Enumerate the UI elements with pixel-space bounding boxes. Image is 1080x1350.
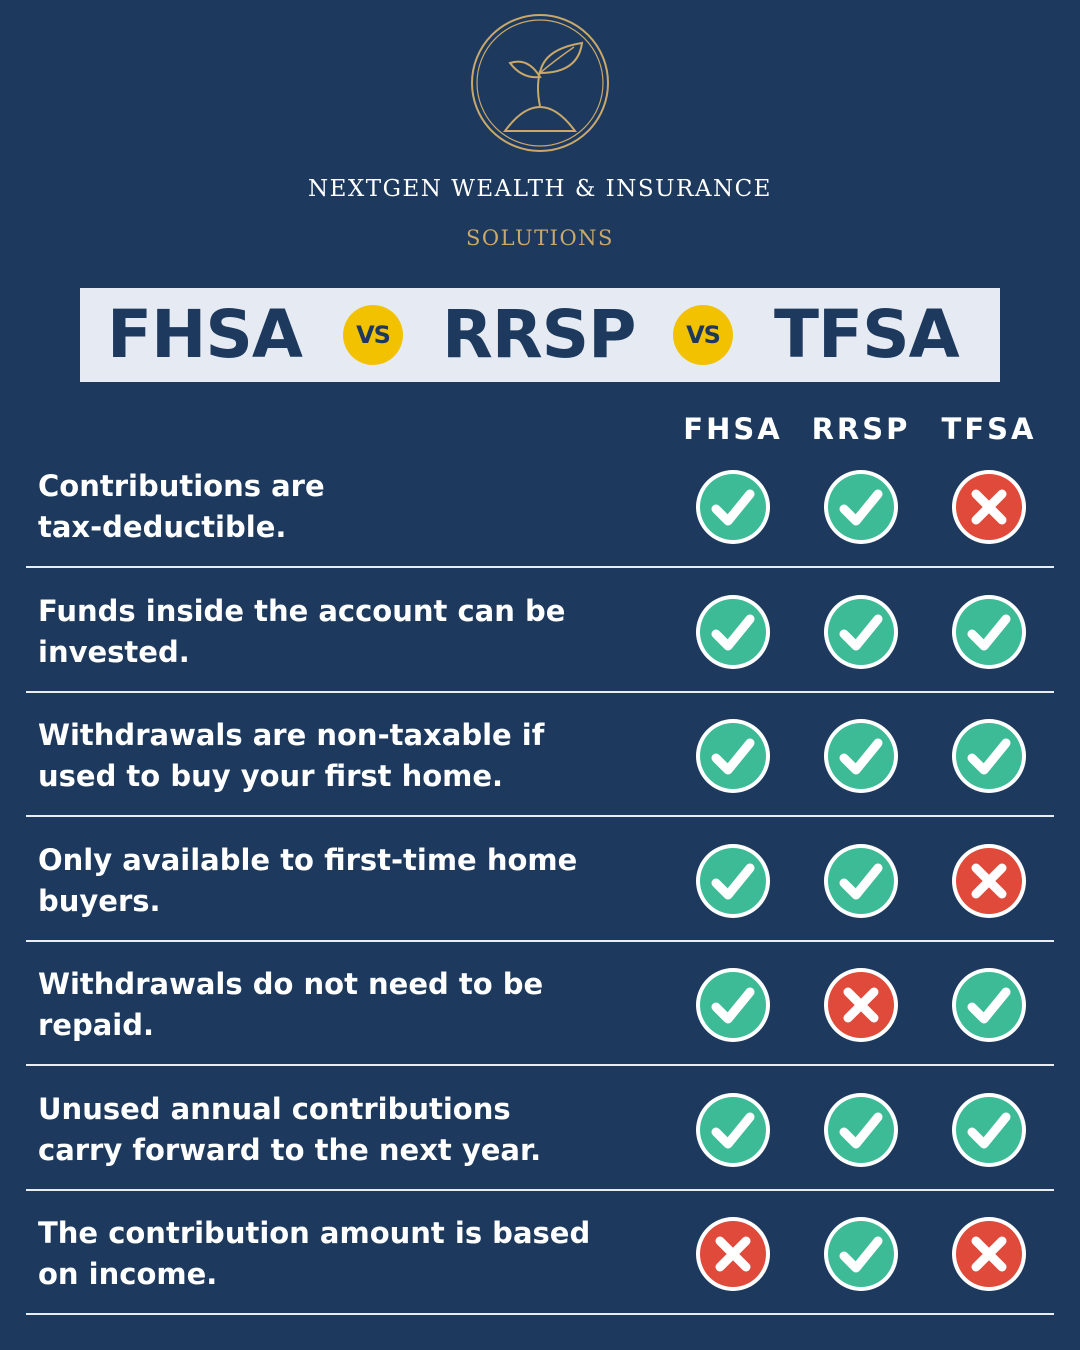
row-label-line: Unused annual contributions — [38, 1091, 511, 1126]
row-label-line: on income. — [38, 1257, 218, 1291]
row-divider — [26, 1064, 1054, 1066]
table-row — [0, 694, 1080, 818]
sprout-logo-icon — [470, 13, 610, 153]
cross-icon — [694, 1215, 772, 1293]
check-icon — [822, 1091, 900, 1169]
row-divider — [26, 1313, 1054, 1315]
row-label-line: invested. — [38, 634, 190, 669]
check-icon — [822, 842, 900, 920]
check-icon — [950, 717, 1028, 795]
row-label-line: Only available to first-time home — [38, 842, 578, 877]
row-label-line: used to buy your first home. — [38, 759, 504, 793]
row-label-line: buyers. — [38, 883, 161, 918]
cross-icon — [950, 468, 1028, 546]
check-icon — [950, 593, 1028, 671]
row-label — [38, 466, 648, 548]
check-icon — [694, 966, 772, 1044]
check-icon — [822, 1215, 900, 1293]
row-label — [38, 591, 648, 673]
table-row — [0, 1068, 1080, 1192]
check-icon — [694, 1091, 772, 1169]
row-divider — [26, 815, 1054, 817]
row-label — [38, 964, 648, 1046]
check-icon — [822, 593, 900, 671]
row-label — [38, 1213, 648, 1295]
row-label — [38, 715, 648, 797]
row-divider — [26, 1189, 1054, 1191]
check-icon — [822, 468, 900, 546]
check-icon — [822, 717, 900, 795]
row-label-line: The contribution amount is based — [38, 1216, 591, 1250]
row-divider — [26, 940, 1054, 942]
cross-icon — [950, 1215, 1028, 1293]
comparison-banner — [80, 288, 1000, 382]
vs-badge: VS — [673, 305, 733, 365]
column-header-tfsa: TFSA — [941, 412, 1037, 446]
row-label-line: carry forward to the next year. — [38, 1132, 542, 1167]
check-icon — [694, 717, 772, 795]
column-header-fhsa: FHSA — [683, 412, 783, 446]
row-label — [38, 1089, 648, 1171]
row-label — [38, 840, 648, 922]
table-row — [0, 1192, 1080, 1316]
brand-subtitle: SOLUTIONS — [466, 226, 614, 250]
row-label-line: Funds inside the account can be — [38, 593, 566, 628]
row-divider — [26, 691, 1054, 693]
check-icon — [694, 593, 772, 671]
row-label-line: Contributions are — [38, 469, 325, 503]
table-row — [0, 445, 1080, 569]
brand-name: NEXTGEN WEALTH & INSURANCE — [308, 176, 772, 202]
table-row — [0, 943, 1080, 1067]
column-header-rrsp: RRSP — [811, 412, 911, 446]
row-label-line: repaid. — [38, 1008, 155, 1042]
check-icon — [694, 842, 772, 920]
check-icon — [950, 966, 1028, 1044]
row-label-line: tax-deductible. — [38, 510, 287, 544]
banner-rrsp: RRSP — [442, 296, 636, 373]
row-label-line: Withdrawals are non-taxable if — [38, 718, 545, 752]
cross-icon — [950, 842, 1028, 920]
vs-badge: VS — [343, 305, 403, 365]
row-label-line: Withdrawals do not need to be — [38, 967, 544, 1001]
row-divider — [26, 566, 1054, 568]
table-row — [0, 570, 1080, 694]
banner-fhsa: FHSA — [107, 296, 302, 373]
check-icon — [950, 1091, 1028, 1169]
check-icon — [694, 468, 772, 546]
cross-icon — [822, 966, 900, 1044]
banner-tfsa: TFSA — [774, 296, 959, 373]
table-row — [0, 819, 1080, 943]
